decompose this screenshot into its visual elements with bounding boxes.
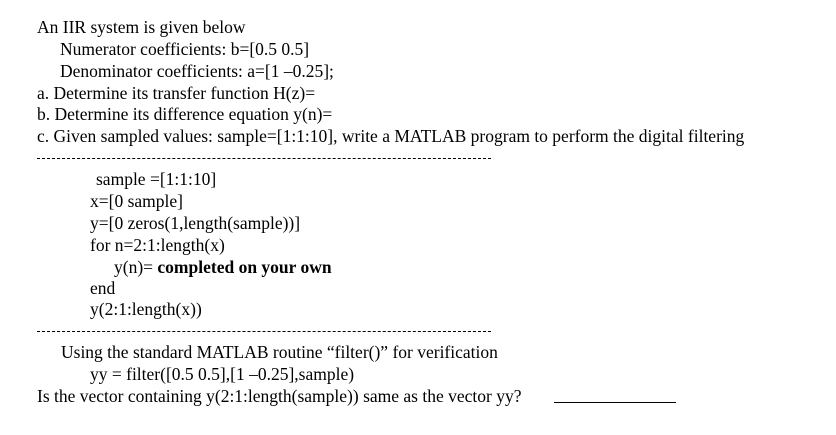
code-line-y-init: y=[0 zeros(1,length(sample))] xyxy=(90,213,301,233)
code-line-loop-body xyxy=(114,257,332,278)
problem-intro: An IIR system is given below xyxy=(37,17,246,37)
part-c-question: c. Given sampled values: sample=[1:1:10], write a MATLAB program to perform the digital filtering xyxy=(37,126,745,146)
code-line-x: x=[0 sample] xyxy=(90,191,183,211)
answer-blank[interactable] xyxy=(554,402,676,403)
part-a-question: a. Determine its transfer function H(z)= xyxy=(37,83,316,103)
code-line-for-loop: for n=2:1:length(x) xyxy=(90,235,225,255)
verification-intro: Using the standard MATLAB routine “filter()” for verification xyxy=(61,342,498,362)
code-line-output: y(2:1:length(x)) xyxy=(90,299,202,319)
code-line-sample: sample =[1:1:10] xyxy=(96,169,217,189)
part-b-question: b. Determine its difference equation y(n)= xyxy=(37,104,333,124)
loop-body-prefix: y(n)= xyxy=(114,257,158,277)
loop-body-instruction: completed on your own xyxy=(157,257,332,277)
denominator-coefficients: Denominator coefficients: a=[1 –0.25]; xyxy=(60,61,334,81)
code-line-end: end xyxy=(90,278,116,298)
verification-filter-call: yy = filter([0.5 0.5],[1 –0.25],sample) xyxy=(90,364,355,384)
numerator-coefficients: Numerator coefficients: b=[0.5 0.5] xyxy=(60,39,310,59)
dashed-divider-bottom xyxy=(37,331,491,332)
verification-question: Is the vector containing y(2:1:length(sample)) same as the vector yy? xyxy=(37,386,522,406)
dashed-divider-top xyxy=(37,158,491,159)
